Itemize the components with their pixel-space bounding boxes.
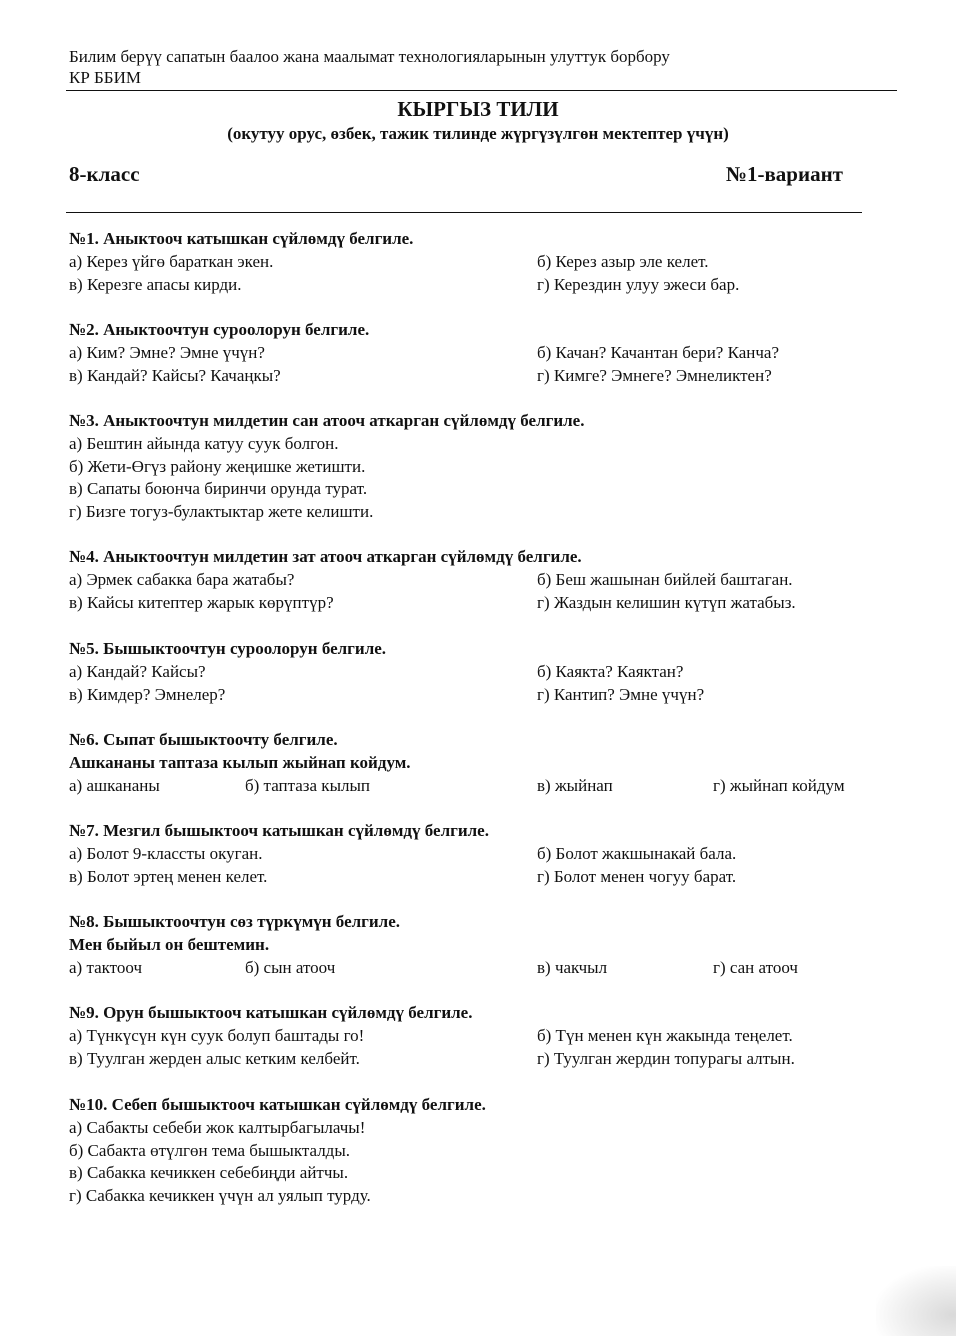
option-d: г) Кимге? Эмнеге? Эмнеликтен? [537,365,772,385]
option-d: г) жыйнап койдум [713,775,845,795]
question-2 [69,319,889,387]
question-heading: №2. Аныктоочтун суроолорун белгиле. [69,320,370,339]
question-10 [69,1094,889,1208]
option-d: г) Бизге тогуз-булактыктар жете келишти. [69,502,374,522]
option-c: в) Сабакка кечиккен себебиңди айтчы. [69,1163,349,1183]
option-b: б) Болот жакшынакай бала. [537,843,737,863]
question-sentence: Ашкананы таптаза кылып жыйнап койдум. [69,752,411,772]
organization-name: Билим берүү сапатын баалоо жана маалымат технологияларынын улуттук борбору [69,47,670,66]
ministry-abbreviation: КР ББИМ [69,68,141,87]
option-c: в) Кайсы китептер жарык көрүптүр? [69,592,334,612]
option-d: г) Жаздын келишин күтүп жатабыз. [537,592,796,612]
title-divider [66,212,862,213]
option-d: г) Сабакка кечиккен үчүн ал уялып турду. [69,1186,371,1206]
option-c: в) Керезге апасы кирди. [69,274,242,294]
question-8 [69,911,889,979]
page-curl-shadow [876,1266,956,1336]
option-d: г) сан атооч [713,957,798,977]
option-d: г) Болот менен чогуу барат. [537,866,737,886]
question-heading: №1. Аныктооч катышкан сүйлөмдү белгиле. [69,229,414,248]
option-a: а) тактооч [69,957,142,977]
organization-header [69,46,670,88]
question-heading: №6. Сыпат бышыктоочту белгиле. [69,730,338,749]
question-heading: №7. Мезгил бышыктооч катышкан сүйлөмдү белгиле. [69,821,489,840]
question-heading: №3. Аныктоочтун милдетин сан атооч аткарган сүйлөмдү белгиле. [69,411,585,430]
question-1 [69,228,889,296]
question-heading: №5. Бышыктоочтун суроолорун белгиле. [69,639,387,658]
question-heading: №9. Орун бышыктооч катышкан сүйлөмдү белгиле. [69,1003,473,1022]
option-c: в) Сапаты боюнча биринчи орунда турат. [69,479,368,499]
option-a: а) Бештин айында катуу суук болгон. [69,433,339,453]
option-b: б) таптаза кылып [245,775,370,795]
option-a: а) Түнкүсүн күн суук болуп баштады го! [69,1025,365,1045]
option-a: а) Болот 9-классты окуган. [69,843,263,863]
option-a: а) Ким? Эмне? Эмне үчүн? [69,342,265,362]
question-6 [69,729,889,797]
option-c: в) Туулган жерден алыс кетким келбейт. [69,1048,360,1068]
question-4 [69,546,889,614]
option-c: в) Болот эртең менен келет. [69,866,268,886]
variant-label: №1-вариант [725,162,843,186]
option-c: в) Кандай? Кайсы? Качаңкы? [69,365,281,385]
option-c: в) чакчыл [537,957,608,977]
question-5 [69,638,889,706]
option-b: б) Керез азыр эле келет. [537,251,709,271]
grade-label: 8-класс [69,162,140,186]
question-3 [69,410,889,524]
option-b: б) Каякта? Каяктан? [537,661,684,681]
question-heading: №10. Себеп бышыктооч катышкан сүйлөмдү белгиле. [69,1095,486,1114]
option-b: б) Жети-Өгүз району жеңишке жетишти. [69,456,366,476]
option-a: а) Сабакты себеби жок калтырбагылачы! [69,1117,366,1137]
header-divider [66,90,897,91]
option-d: г) Кантип? Эмне үчүн? [537,684,705,704]
option-a: а) ашкананы [69,775,160,795]
question-sentence: Мен быйыл он бештемин. [69,934,270,954]
question-7 [69,820,889,888]
question-heading: №8. Бышыктоочтун сөз түркүмүн белгиле. [69,912,401,931]
option-d: г) Керездин улуу эжеси бар. [537,274,740,294]
page-title: КЫРГЫЗ ТИЛИ [397,97,559,121]
option-b: б) Качан? Качантан бери? Канча? [537,342,779,362]
option-c: в) жыйнап [537,775,613,795]
option-a: а) Керез үйгө бараткан экен. [69,251,274,271]
question-9 [69,1002,889,1070]
option-b: б) Беш жашынан бийлей баштаган. [537,569,793,589]
question-heading: №4. Аныктоочтун милдетин зат атооч аткарган сүйлөмдү белгиле. [69,547,582,566]
option-b: б) Сабакта өтүлгөн тема бышыкталды. [69,1140,351,1160]
option-c: в) Кимдер? Эмнелер? [69,684,226,704]
option-b: б) Түн менен күн жакында теңелет. [537,1025,793,1045]
option-a: а) Эрмек сабакка бара жатабы? [69,569,295,589]
option-a: а) Кандай? Кайсы? [69,661,206,681]
page-subtitle: (окутуу орус, өзбек, тажик тилинде жүргүзүлгөн мектептер үчүн) [227,124,729,143]
option-b: б) сын атооч [245,957,336,977]
option-d: г) Туулган жердин топурагы алтын. [537,1048,795,1068]
